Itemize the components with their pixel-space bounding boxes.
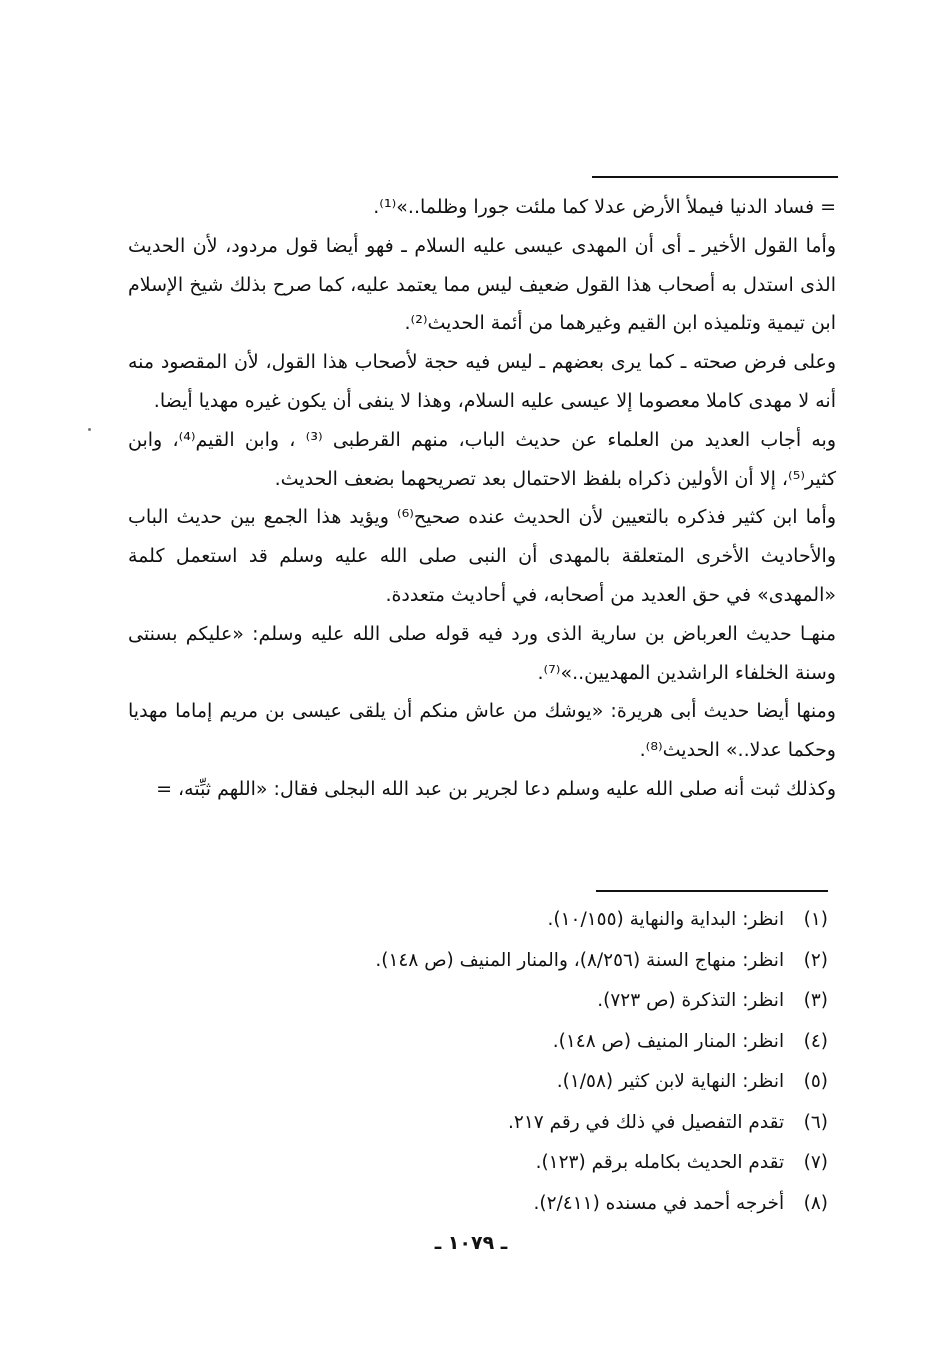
footnote-8	[128, 1184, 828, 1225]
footnote-6	[128, 1103, 828, 1144]
footnote-number: (١)	[803, 909, 828, 930]
page-number: ـ ١٠٧٩ ـ	[434, 1232, 508, 1254]
footnote-divider	[596, 890, 828, 892]
footnote-text: تقدم الحديث بكامله برقم (١٢٣).	[535, 1152, 785, 1173]
paragraph-7: ومنها أيضا حديث أبى هريرة: «يوشك من عاش منكم أن يلقى عيسى بن مريم إماما مهديا وحكما عدلا..» الحديث⁽⁸⁾.	[128, 700, 836, 762]
paragraph-1: = فساد الدنيا فيملأ الأرض عدلا كما ملئت جورا وظلما..»⁽¹⁾.	[373, 196, 836, 218]
footnote-text: انظر: البداية والنهاية (١٠/١٥٥).	[547, 909, 785, 930]
footnote-4	[128, 1022, 828, 1063]
footnote-number: (٥)	[803, 1071, 828, 1092]
footnote-number: (٢)	[803, 949, 828, 971]
paragraph-5: وأما ابن كثير فذكره بالتعيين لأن الحديث عنده صحيح⁽⁶⁾ ويؤيد هذا الجمع بين حديث الباب والأحاديث الأخرى المتعلقة بالمهدى أن النبى صلى الله عليه وسلم قد استعمل كلمة «المهدى» في حق العديد من أصحابه، في أحاديث متعددة.	[128, 506, 836, 606]
paragraph-4: وبه أجاب العديد من العلماء عن حديث الباب، منهم القرطبى ⁽³⁾ ، وابن القيم⁽⁴⁾، وابن كثير⁽⁵⁾، إلا أن الأولين ذكراه بلفظ الاحتمال بعد تصريحهما بضعف الحديث.	[128, 428, 836, 490]
scan-speck	[88, 428, 91, 431]
footnote-number: (٧)	[803, 1152, 828, 1173]
footnotes-list	[128, 900, 828, 1224]
main-text	[128, 188, 836, 809]
paragraph-2: وأما القول الأخير ـ أى أن المهدى عيسى عليه السلام ـ فهو أيضا قول مردود، لأن الحديث الذى استدل به أصحاب هذا القول ضعيف ليس مما يعتمد عليه، كما صرح بذلك شيخ الإسلام ابن تيمية وتلميذه ابن القيم وغيرهما من أئمة الحديث⁽²⁾.	[128, 234, 836, 335]
footnote-3	[128, 981, 828, 1022]
footnote-2	[128, 941, 828, 982]
footnote-text: انظر: منهاج السنة (٨/٢٥٦)، والمنار المنيف (ص ١٤٨).	[375, 949, 785, 971]
footnote-number: (٨)	[803, 1192, 828, 1214]
footnote-1	[128, 900, 828, 941]
footnote-text: أخرجه أحمد في مسنده (٢/٤١١).	[533, 1192, 785, 1214]
paragraph-3: وعلى فرض صحته ـ كما يرى بعضهم ـ ليس فيه حجة لأصحاب هذا القول، لأن المقصود منه أنه لا مهدى كاملا معصوما إلا عيسى عليه السلام، وهذا لا ينفى أن يكون غيره مهديا أيضا.	[128, 351, 836, 412]
footnote-text: انظر: التذكرة (ص ٧٢٣).	[597, 990, 785, 1011]
footnote-number: (٦)	[803, 1111, 828, 1133]
footnote-number: (٤)	[803, 1030, 828, 1052]
footnote-5	[128, 1062, 828, 1103]
footnote-text: تقدم التفصيل في ذلك في رقم ٢١٧.	[508, 1111, 785, 1133]
paragraph-6: منهـا حديث العرباض بن سارية الذى ورد فيه قوله صلى الله عليه وسلم: «عليكم بسنتى وسنة الخلفاء الراشدين المهديين..»⁽⁷⁾.	[128, 622, 836, 684]
footnote-number: (٣)	[803, 990, 828, 1011]
paragraph-8: وكذلك ثبت أنه صلى الله عليه وسلم دعا لجرير بن عبد الله البجلى فقال: «اللهم ثبِّته، =	[156, 777, 836, 800]
footnote-text: انظر: النهاية لابن كثير (١/٥٨).	[556, 1071, 785, 1092]
footnote-text: انظر: المنار المنيف (ص ١٤٨).	[552, 1030, 785, 1052]
footnote-7	[128, 1143, 828, 1184]
top-divider	[592, 176, 838, 178]
